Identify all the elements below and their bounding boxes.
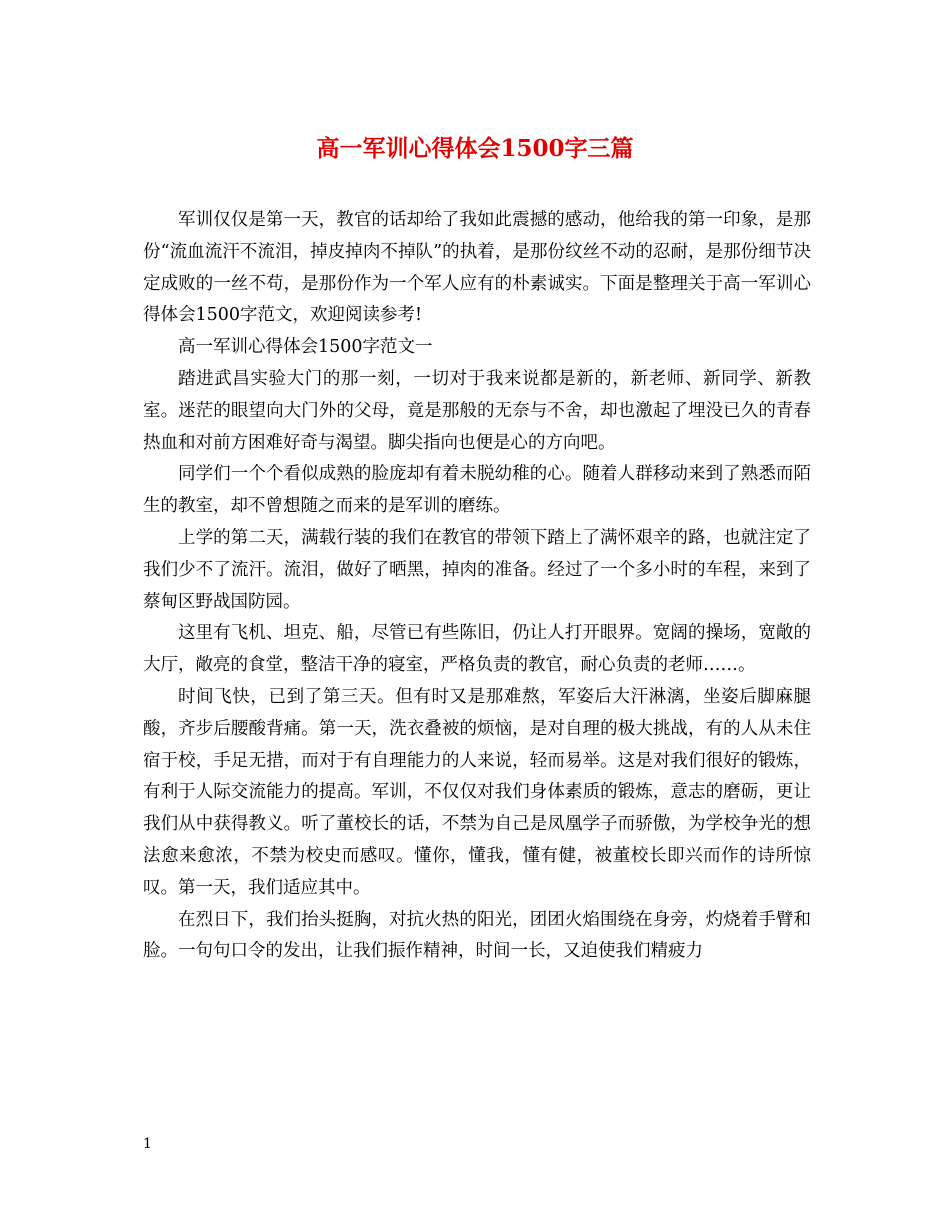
paragraph: 上学的第二天，满载行装的我们在教官的带领下踏上了满怀艰辛的路，也就注定了我们少不了流汗。流泪，做好了晒黑，掉肉的准备。经过了一个多小时的车程，来到了蔡甸区野战国防园。 <box>143 527 811 612</box>
paragraph: 时间飞快，已到了第三天。但有时又是那难熬，军姿后大汗淋漓，坐姿后脚麻腿酸，齐步后腰酸背痛。第一天，洗衣叠被的烦恼，是对自理的极大挑战，有的人从未住宿于校，手足无措，而对于有自理能力的人来说，轻而易举。这是对我们很好的锻炼，有利于人际交流能力的提高。军训，不仅仅对我们身体素质的锻炼，意志的磨砺，更让我们从中获得教义。听了董校长的话，不禁为自己是凤凰学子而骄傲，为学校争光的想法愈来愈浓，不禁为校史而感叹。懂你，懂我，懂有健，被董校长即兴而作的诗所惊叹。第一天，我们适应其中。 <box>143 686 811 898</box>
paragraph: 踏进武昌实验大门的那一刻，一切对于我来说都是新的，新老师、新同学、新教室。迷茫的眼望向大门外的父母，竟是那般的无奈与不舍，却也激起了埋没已久的青春热血和对前方困难好奇与渴望。脚尖指向也便是心的方向吧。 <box>143 368 811 453</box>
paragraph-intro: 军训仅仅是第一天，教官的话却给了我如此震撼的感动，他给我的第一印象，是那份“流血流汗不流泪，掉皮掉肉不掉队”的执着，是那份纹丝不动的忍耐，是那份细节决定成败的一丝不苟，是那份作为一个军人应有的朴素诚实。下面是整理关于高一军训心得体会1500字范文，欢迎阅读参考! <box>143 210 811 326</box>
paragraph: 同学们一个个看似成熟的脸庞却有着未脱幼稚的心。随着人群移动来到了熟悉而陌生的教室，却不曾想随之而来的是军训的磨练。 <box>143 464 811 517</box>
document-body <box>143 205 811 968</box>
paragraph: 在烈日下，我们抬头挺胸，对抗火热的阳光，团团火焰围绕在身旁，灼烧着手臂和脸。一句句口令的发出，让我们振作精神，时间一长，又迫使我们精疲力 <box>143 909 811 962</box>
section-heading: 高一军训心得体会1500字范文一 <box>178 337 433 358</box>
paragraph: 这里有飞机、坦克、船，尽管已有些陈旧，仍让人打开眼界。宽阔的操场，宽敞的大厅，敞亮的食堂，整洁干净的寝室，严格负责的教官，耐心负责的老师……。 <box>143 623 811 676</box>
document-title: 高一军训心得体会1500字三篇 <box>316 135 634 162</box>
page-number: 1 <box>143 1136 152 1152</box>
